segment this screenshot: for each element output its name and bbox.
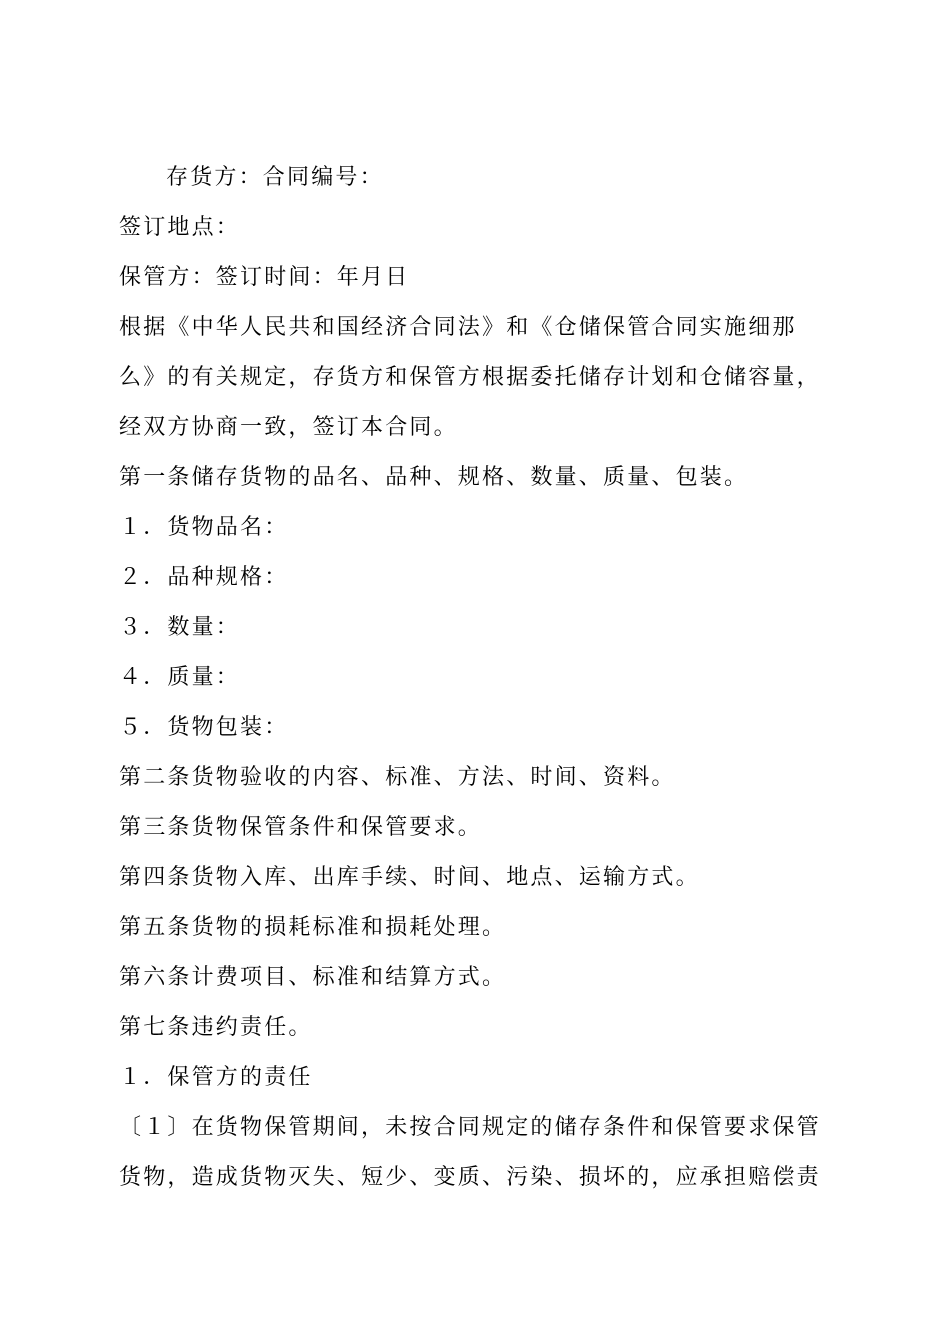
article-7-clause-1-line-2: 货物，造成货物灭失、短少、变质、污染、损坏的，应承担赔偿责	[119, 1165, 821, 1190]
preamble-line-2: 么》的有关规定，存货方和保管方根据委托储存计划和仓储容量，	[119, 365, 821, 390]
article-5-heading: 第五条货物的损耗标准和损耗处理。	[119, 915, 507, 940]
article-1-item-2: ２．品种规格：	[119, 565, 289, 590]
signing-place-line: 签订地点：	[119, 215, 241, 240]
custodian-signing-time-line: 保管方：签订时间：年月日	[119, 265, 410, 290]
article-3-heading: 第三条货物保管条件和保管要求。	[119, 815, 483, 840]
article-2-heading: 第二条货物验收的内容、标准、方法、时间、资料。	[119, 765, 676, 790]
article-7-heading: 第七条违约责任。	[119, 1015, 313, 1040]
article-7-clause-1-line-1: 〔１〕在货物保管期间，未按合同规定的储存条件和保管要求保管	[119, 1115, 821, 1140]
article-1-item-5: ５．货物包装：	[119, 715, 289, 740]
article-1-item-3: ３．数量：	[119, 615, 241, 640]
article-1-heading: 第一条储存货物的品名、品种、规格、数量、质量、包装。	[119, 465, 749, 490]
article-1-item-1: １．货物品名：	[119, 515, 289, 540]
depositor-contract-number-line: 存货方：合同编号：	[166, 165, 384, 190]
article-6-heading: 第六条计费项目、标准和结算方式。	[119, 965, 507, 990]
preamble-line-1: 根据《中华人民共和国经济合同法》和《仓储保管合同实施细那	[119, 315, 797, 340]
article-4-heading: 第四条货物入库、出库手续、时间、地点、运输方式。	[119, 865, 700, 890]
preamble-line-3: 经双方协商一致，签订本合同。	[119, 415, 458, 440]
article-7-item-1: １．保管方的责任	[119, 1065, 313, 1090]
article-1-item-4: ４．质量：	[119, 665, 241, 690]
